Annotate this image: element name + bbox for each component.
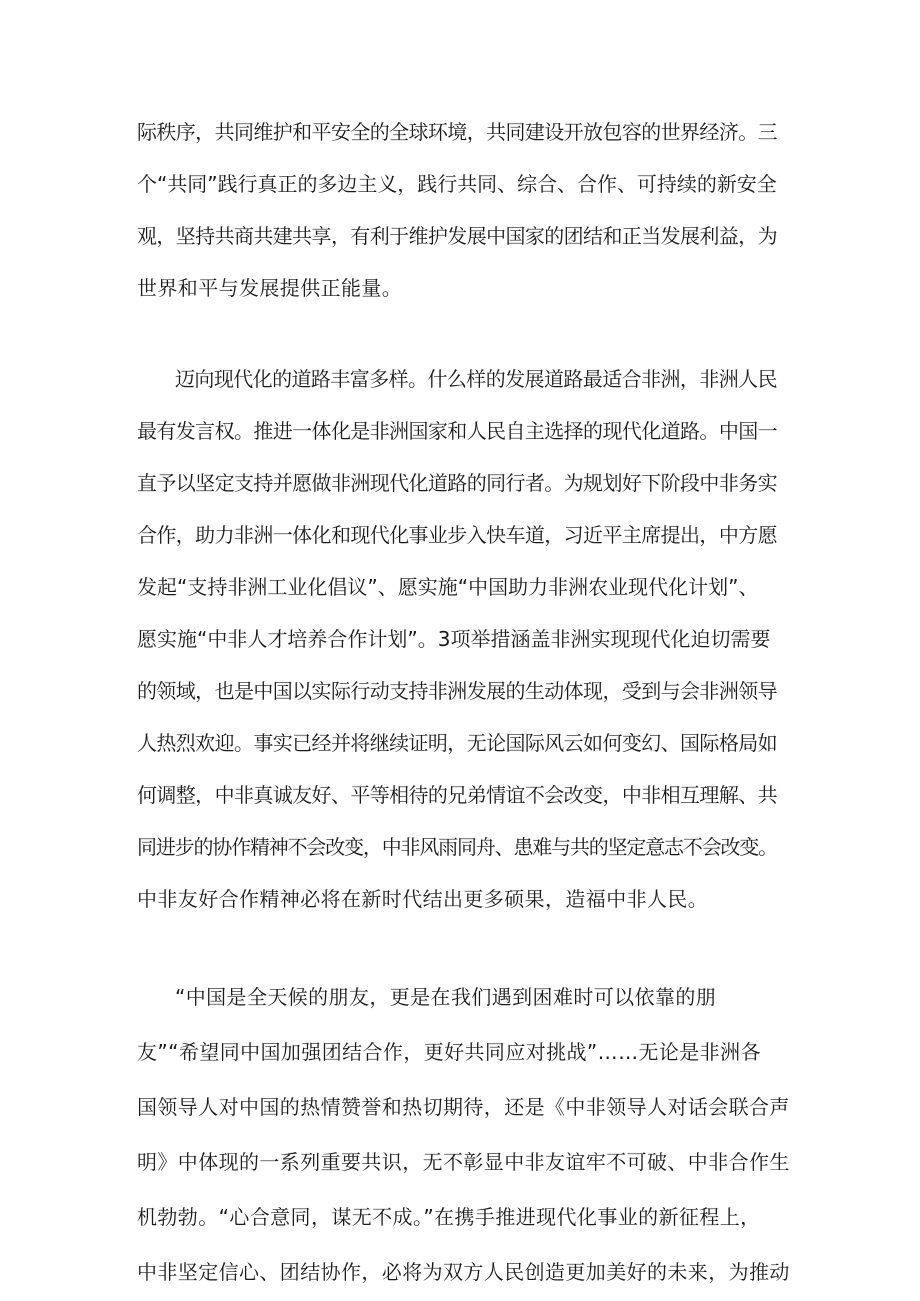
text-line: 中非坚定信心、团结协作，必将为双方人民创造更加美好的未来，为推动: [137, 1260, 790, 1284]
text-line: 机勃勃。“心合意同，谋无不成。”在携手推进现代化事业的新征程上，: [137, 1205, 761, 1229]
text-line: 人热烈欢迎。事实已经并将继续证明，无论国际风云如何变幻、国际格局如: [137, 731, 777, 755]
text-line: 友”“希望同中国加强团结合作，更好共同应对挑战”……无论是非洲各: [137, 1040, 761, 1064]
text-line: 直予以坚定支持并愿做非洲现代化道路的同行者。为规划好下阶段中非务实: [137, 471, 777, 495]
text-line: 何调整，中非真诚友好、平等相待的兄弟情谊不会改变，中非相互理解、共: [137, 783, 777, 807]
text-line: 际秩序，共同维护和平安全的全球环境，共同建设开放包容的世界经济。三: [137, 120, 777, 144]
text-line: 中非友好合作精神必将在新时代结出更多硕果，造福中非人民。: [137, 887, 709, 911]
text-line: 的领域，也是中国以实际行动支持非洲发展的生动体现，受到与会非洲领导: [137, 679, 777, 703]
text-line: 迈向现代化的道路丰富多样。什么样的发展道路最适合非洲，非洲人民: [175, 367, 777, 391]
text-line: 明》中体现的一系列重要共识，无不彰显中非友谊牢不可破、中非合作生: [137, 1150, 790, 1174]
text-line: 同进步的协作精神不会改变，中非风雨同舟、患难与共的坚定意志不会改变。: [137, 835, 777, 859]
text-line: 愿实施“中非人才培养合作计划”。3项举措涵盖非洲实现现代化迫切需要: [137, 627, 771, 651]
text-line: 发起“支持非洲工业化倡议”、愿实施“中国助力非洲农业现代化计划”、: [137, 575, 759, 599]
text-line: 世界和平与发展提供正能量。: [137, 276, 403, 300]
text-line: 观，坚持共商共建共享，有利于维护发展中国家的团结和正当发展利益，为: [137, 224, 777, 248]
text-line: 合作，助力非洲一体化和现代化事业步入快车道，习近平主席提出，中方愿: [137, 523, 777, 547]
text-line: 个“共同”践行真正的多边主义，践行共同、综合、合作、可持续的新安全: [137, 172, 777, 196]
text-line: 国领导人对中国的热情赞誉和热切期待，还是《中非领导人对话会联合声: [137, 1095, 790, 1119]
text-line: “中国是全天候的朋友，更是在我们遇到困难时可以依靠的朋: [175, 985, 717, 1009]
text-line: 最有发言权。推进一体化是非洲国家和人民自主选择的现代化道路。中国一: [137, 419, 777, 443]
